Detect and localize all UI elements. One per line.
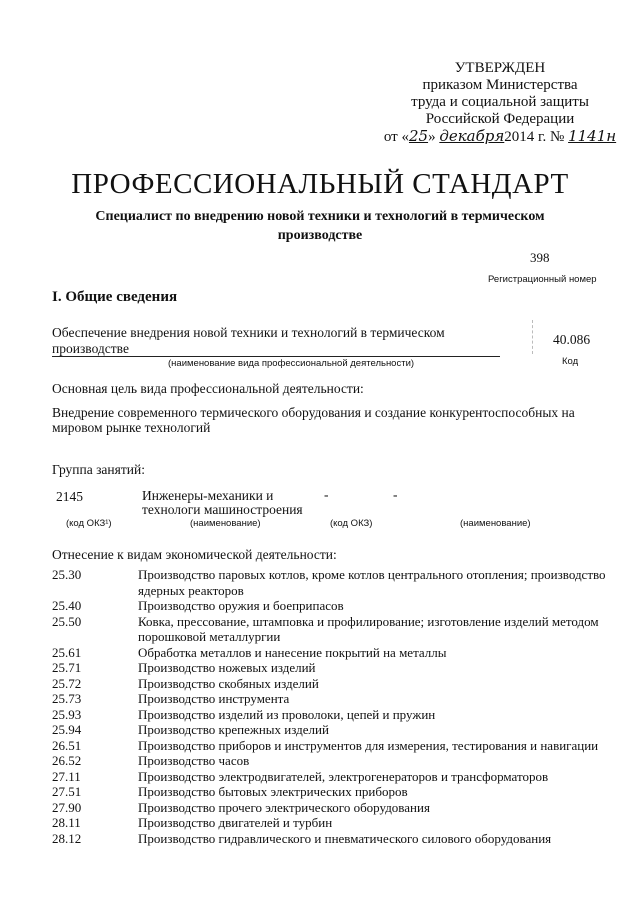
code-separator (532, 320, 533, 354)
okved-code: 27.90 (52, 799, 82, 815)
approval-date-line (380, 128, 620, 146)
approval-line-4: Российской Федерации (425, 111, 575, 127)
date-month: декабря (439, 127, 505, 145)
okved-name: Производство ножевых изделий (138, 660, 316, 675)
okved-row (52, 660, 612, 676)
okved-name: Производство изделий из проволоки, цепей и пружин (138, 706, 436, 722)
okved-code: 25.72 (52, 675, 82, 691)
date-year: 2014 г. № (504, 129, 565, 145)
okved-code: 27.51 (52, 784, 82, 799)
okved-name: Производство гидравлического и пневматического силового оборудования (138, 830, 552, 846)
group-name-1: Инженеры-механики и технологи машиностроения (142, 488, 303, 517)
okved-code: 25.40 (52, 598, 82, 613)
okved-row (52, 614, 612, 645)
okved-list (52, 567, 612, 846)
date-day: 25 (408, 127, 429, 145)
order-number: 1141н (568, 127, 617, 145)
okved-name: Производство инструмента (138, 691, 290, 706)
date-prefix: от « (383, 129, 409, 145)
okved-code: 25.50 (52, 613, 82, 629)
group-name-2: - (393, 487, 398, 502)
registration-number: 398 (530, 250, 550, 265)
okved-name: Производство крепежных изделий (138, 722, 329, 737)
okved-name: Производство электродвигателей, электрогенераторов и трансформаторов (138, 768, 549, 784)
okved-code: 28.11 (52, 815, 81, 830)
okved-row (52, 676, 612, 692)
okved-code: 26.52 (52, 753, 82, 768)
group-caption-name-2: (наименование) (460, 518, 531, 529)
okved-name: Производство двигателей и турбин (138, 815, 333, 830)
group-caption-code-1: (код ОКЗ¹) (66, 518, 112, 529)
okved-row (52, 645, 612, 661)
okved-code: 26.51 (52, 737, 82, 753)
okved-name: Производство часов (138, 753, 250, 768)
okved-row (52, 800, 612, 816)
okved-row (52, 691, 612, 707)
okved-code: 25.93 (52, 706, 82, 722)
okved-name: Производство прочего электрического оборудования (138, 799, 430, 815)
okved-code: 27.11 (52, 768, 81, 784)
okved-row (52, 831, 612, 847)
okved-row (52, 753, 612, 769)
okved-name: Производство паровых котлов, кроме котлов центрального отопления; производство ядерных реакторов (138, 567, 606, 598)
group-caption-code-2: (код ОКЗ) (330, 518, 373, 529)
approval-line-2: приказом Министерства (422, 77, 578, 93)
okved-name: Производство оружия и боеприпасов (138, 598, 344, 613)
document-subtitle: Специалист по внедрению новой техники и технологий в термическом производстве (95, 209, 545, 243)
document-title: ПРОФЕССИОНАЛЬНЫЙ СТАНДАРТ (71, 168, 569, 200)
okved-row (52, 598, 612, 614)
approval-block (380, 60, 620, 146)
okved-code: 25.94 (52, 722, 82, 737)
activity-name: Обеспечение внедрения новой техники и технологий в термическом производстве (52, 325, 445, 356)
okved-row (52, 784, 612, 800)
okved-row (52, 769, 612, 785)
date-mid: » (428, 129, 440, 145)
registration-label: Регистрационный номер (488, 274, 597, 285)
okved-code: 28.12 (52, 830, 82, 846)
activity-underline (52, 356, 500, 357)
goal-text: Внедрение современного термического оборудования и создание конкурентоспособных на мировом рынке технологий (52, 405, 575, 435)
okved-name: Производство бытовых электрических приборов (138, 784, 408, 799)
approval-line-3: труда и социальной защиты (411, 94, 589, 110)
okved-code: 25.73 (52, 691, 82, 706)
okved-code: 25.61 (52, 644, 82, 660)
okved-row (52, 722, 612, 738)
group-code-1: 2145 (56, 489, 83, 504)
okved-row (52, 707, 612, 723)
approval-line-1: УТВЕРЖДЕН (454, 60, 546, 76)
okved-row (52, 567, 612, 598)
okved-label: Отнесение к видам экономической деятельности: (52, 547, 337, 562)
group-label: Группа занятий: (52, 462, 145, 477)
okved-code: 25.71 (52, 660, 82, 675)
okved-row (52, 815, 612, 831)
group-code-2: - (324, 487, 329, 502)
okved-name: Производство приборов и инструментов для измерения, тестирования и навигации (138, 737, 599, 753)
section-heading: I. Общие сведения (52, 289, 178, 305)
group-caption-name-1: (наименование) (190, 518, 261, 529)
code-caption: Код (562, 356, 579, 367)
okved-row (52, 738, 612, 754)
okved-code: 25.30 (52, 567, 82, 582)
okved-name: Обработка металлов и нанесение покрытий на металлы (138, 644, 447, 660)
activity-caption: (наименование вида профессиональной деятельности) (168, 358, 415, 369)
okved-name: Производство скобяных изделий (138, 675, 319, 691)
okved-name: Ковка, прессование, штамповка и профилирование; изготовление изделий методом порошковой металлургии (138, 613, 599, 644)
activity-code: 40.086 (553, 332, 591, 347)
goal-label: Основная цель вида профессиональной деятельности: (52, 381, 364, 396)
